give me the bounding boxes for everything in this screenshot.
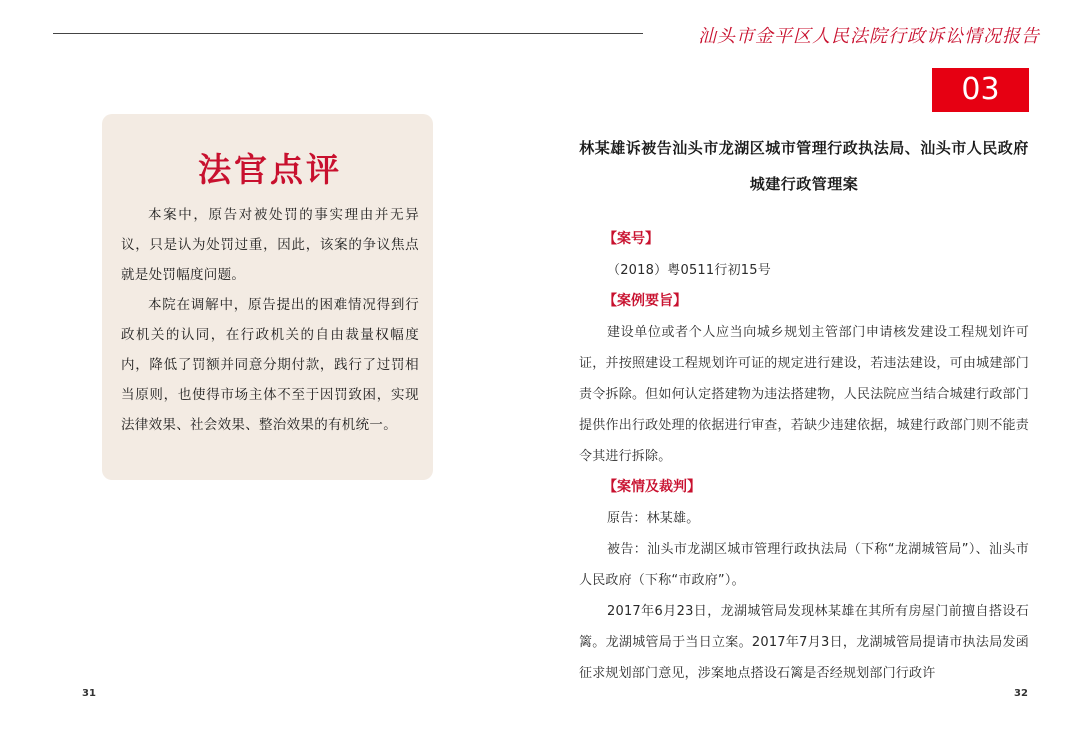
judge-comment-paragraph: 本院在调解中，原告提出的困难情况得到行政机关的认同，在行政机关的自由裁量权幅度内，降低了罚额并同意分期付款，践行了过罚相当原则，也使得市场主体不至于因罚致困，实现法律效果、社会效果、整治效果的有机统一。 [121,297,419,433]
page-number-right: 32 [1014,688,1028,699]
chapter-number-badge: 03 [932,68,1029,112]
page-number-left: 31 [82,688,96,699]
case-summary-heading: 【案例要旨】 [603,293,687,309]
case-summary: 建设单位或者个人应当向城乡规划主管部门申请核发建设工程规划许可证，并按照建设工程规划许可证的规定进行建设，若违法建设，可由城建部门责令拆除。但如何认定搭建物为违法搭建物，人民法院应当结合城建行政部门提供作出行政处理的依据进行审查，若缺少违建依据，城建行政部门则不能责令其进行拆除。 [579,325,1029,464]
defendant-line: 被告：汕头市龙湖区城市管理行政执法局（下称“龙湖城管局”）、汕头市人民政府（下称“市政府”）。 [579,542,1029,588]
case-number-heading: 【案号】 [603,231,659,247]
report-header-title: 汕头市金平区人民法院行政诉讼情况报告 [698,26,1040,47]
judge-comment-box [102,114,433,480]
case-title: 林某雄诉被告汕头市龙湖区城市管理行政执法局、汕头市人民政府城建行政管理案 [579,139,1029,193]
case-number: （2018）粤0511行初15号 [607,263,771,278]
judge-comment-title: 法官点评 [198,150,342,189]
case-column [579,130,1029,689]
judge-comment-paragraph: 本案中，原告对被处罚的事实理由并无异议，只是认为处罚过重，因此，该案的争议焦点就是处罚幅度问题。 [121,207,419,283]
plaintiff-line: 原告：林某雄。 [607,511,700,526]
case-facts: 2017年6月23日，龙湖城管局发现林某雄在其所有房屋门前擅自搭设石篱。龙湖城管局于当日立案。2017年7月3日，龙湖城管局提请市执法局发函征求规划部门意见，涉案地点搭设石篱是否经规划部门行政许 [579,604,1029,681]
case-facts-heading: 【案情及裁判】 [603,479,701,495]
header-rule [53,33,643,34]
